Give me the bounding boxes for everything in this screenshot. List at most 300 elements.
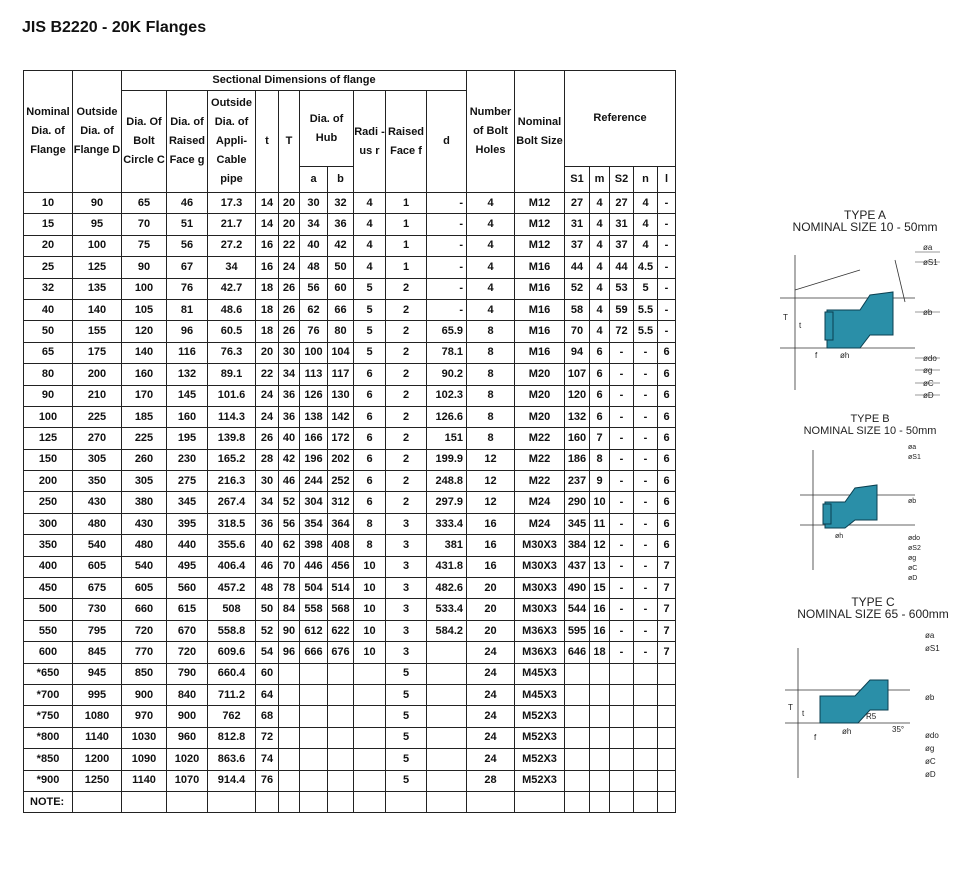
cell-nominal: 15	[24, 214, 73, 235]
cell-pipe-od: 34	[208, 257, 256, 278]
cell-radius: 4	[354, 235, 386, 256]
cell-l: 6	[658, 385, 676, 406]
cell-radius	[354, 706, 386, 727]
cell-hub-a: 30	[300, 193, 328, 214]
cell-outside: 140	[73, 299, 122, 320]
cell-t: 26	[256, 428, 279, 449]
cell-nominal: 550	[24, 620, 73, 641]
cell-s2: -	[610, 578, 634, 599]
cell-m: 12	[590, 535, 610, 556]
cell-bolt-size: M45X3	[515, 663, 565, 684]
cell-bolt-size: M16	[515, 278, 565, 299]
cell-s2: 44	[610, 257, 634, 278]
cell-pipe-od: 267.4	[208, 492, 256, 513]
cell-s1: 107	[565, 364, 590, 385]
cell-t: 72	[256, 727, 279, 748]
cell-bolt-size: M36X3	[515, 620, 565, 641]
cell-l	[658, 770, 676, 791]
cell-bolt-circle: 430	[122, 513, 167, 534]
cell-bolt-holes: 12	[467, 471, 515, 492]
cell-hub-a	[300, 706, 328, 727]
cell-d: 65.9	[427, 321, 467, 342]
cell-d: 78.1	[427, 342, 467, 363]
cell-m: 6	[590, 342, 610, 363]
cell-T: 52	[279, 492, 300, 513]
cell-s2: -	[610, 492, 634, 513]
cell-empty	[73, 791, 122, 812]
cell-l: 7	[658, 642, 676, 663]
table-row	[24, 364, 676, 385]
label-b-ob: øb	[908, 498, 917, 505]
cell-bolt-circle: 90	[122, 257, 167, 278]
cell-hub-a: 196	[300, 449, 328, 470]
cell-d: 381	[427, 535, 467, 556]
label-c-oa: øa	[925, 631, 935, 640]
cell-nominal: 125	[24, 428, 73, 449]
cell-T: 34	[279, 364, 300, 385]
cell-raised-face-dia: 1020	[167, 749, 208, 770]
cell-pipe-od: 914.4	[208, 770, 256, 791]
header-s1: S1	[565, 167, 590, 193]
cell-pipe-od: 89.1	[208, 364, 256, 385]
type-c-title	[785, 596, 961, 620]
cell-d: 482.6	[427, 578, 467, 599]
cell-radius: 10	[354, 620, 386, 641]
header-bolt-holes: Number of Bolt Holes	[467, 71, 515, 193]
cell-t: 36	[256, 513, 279, 534]
cell-s2: 72	[610, 321, 634, 342]
cell-hub-a: 166	[300, 428, 328, 449]
cell-n: -	[634, 364, 658, 385]
cell-s2: -	[610, 620, 634, 641]
cell-s1: 186	[565, 449, 590, 470]
cell-T: 78	[279, 578, 300, 599]
cell-m: 10	[590, 492, 610, 513]
cell-m: 18	[590, 642, 610, 663]
cell-bolt-size: M30X3	[515, 599, 565, 620]
table-row	[24, 770, 676, 791]
cell-hub-a: 138	[300, 406, 328, 427]
label-c-os1: øS1	[925, 644, 940, 653]
cell-s1: 44	[565, 257, 590, 278]
cell-hub-b: 622	[328, 620, 354, 641]
cell-hub-b: 202	[328, 449, 354, 470]
cell-s2: -	[610, 364, 634, 385]
cell-d	[427, 770, 467, 791]
cell-bolt-circle: 605	[122, 578, 167, 599]
cell-t: 40	[256, 535, 279, 556]
cell-pipe-od: 60.5	[208, 321, 256, 342]
header-radius: Radi -us r	[354, 91, 386, 193]
cell-t: 16	[256, 235, 279, 256]
cell-pipe-od: 660.4	[208, 663, 256, 684]
cell-s2	[610, 706, 634, 727]
cell-s1: 345	[565, 513, 590, 534]
cell-n: 4	[634, 214, 658, 235]
cell-t: 16	[256, 257, 279, 278]
cell-m: 11	[590, 513, 610, 534]
cell-nominal: 90	[24, 385, 73, 406]
cell-raised-face: 5	[386, 684, 427, 705]
cell-s1: 132	[565, 406, 590, 427]
cell-raised-face-dia: 670	[167, 620, 208, 641]
cell-t: 18	[256, 321, 279, 342]
cell-s1: 384	[565, 535, 590, 556]
cell-pipe-od: 42.7	[208, 278, 256, 299]
cell-radius: 6	[354, 364, 386, 385]
cell-bolt-holes: 4	[467, 278, 515, 299]
header-hub-a: a	[300, 167, 328, 193]
cell-bolt-size: M16	[515, 342, 565, 363]
cell-hub-b	[328, 749, 354, 770]
cell-bolt-holes: 24	[467, 663, 515, 684]
cell-raised-face: 3	[386, 578, 427, 599]
cell-bolt-holes: 24	[467, 727, 515, 748]
header-reference: Reference	[565, 71, 676, 167]
cell-s1: 544	[565, 599, 590, 620]
cell-raised-face: 2	[386, 385, 427, 406]
cell-s2: -	[610, 599, 634, 620]
cell-hub-b: 252	[328, 471, 354, 492]
cell-s2: -	[610, 385, 634, 406]
cell-pipe-od: 762	[208, 706, 256, 727]
cell-raised-face-dia: 96	[167, 321, 208, 342]
cell-bolt-size: M20	[515, 364, 565, 385]
cell-s1: 646	[565, 642, 590, 663]
cell-bolt-circle: 65	[122, 193, 167, 214]
cell-bolt-holes: 20	[467, 599, 515, 620]
cell-m	[590, 770, 610, 791]
header-raised-face: Raised Face f	[386, 91, 427, 193]
cell-bolt-circle: 1140	[122, 770, 167, 791]
cell-n: 5.5	[634, 321, 658, 342]
table-row	[24, 684, 676, 705]
cell-T	[279, 770, 300, 791]
cell-bolt-holes: 16	[467, 556, 515, 577]
cell-raised-face-dia: 960	[167, 727, 208, 748]
cell-empty	[256, 791, 279, 812]
label-c-r5: R5	[866, 712, 877, 721]
cell-raised-face-dia: 275	[167, 471, 208, 492]
cell-d: 333.4	[427, 513, 467, 534]
cell-bolt-size: M30X3	[515, 556, 565, 577]
cell-raised-face: 5	[386, 706, 427, 727]
label-c-ob: øb	[925, 693, 935, 702]
cell-t: 48	[256, 578, 279, 599]
cell-empty	[467, 791, 515, 812]
cell-empty	[167, 791, 208, 812]
cell-raised-face-dia: 145	[167, 385, 208, 406]
cell-d: -	[427, 278, 467, 299]
cell-bolt-circle: 660	[122, 599, 167, 620]
cell-nominal: *850	[24, 749, 73, 770]
cell-radius: 6	[354, 406, 386, 427]
cell-bolt-size: M22	[515, 449, 565, 470]
cell-m: 4	[590, 257, 610, 278]
cell-outside: 90	[73, 193, 122, 214]
cell-d: 533.4	[427, 599, 467, 620]
cell-bolt-holes: 24	[467, 749, 515, 770]
cell-bolt-holes: 8	[467, 428, 515, 449]
type-c-flange-drawing	[780, 628, 961, 798]
cell-raised-face: 2	[386, 406, 427, 427]
flange-dimensions-table	[23, 70, 676, 813]
cell-n: -	[634, 471, 658, 492]
cell-radius: 8	[354, 513, 386, 534]
cell-bolt-circle: 120	[122, 321, 167, 342]
cell-outside: 1140	[73, 727, 122, 748]
cell-bolt-circle: 75	[122, 235, 167, 256]
cell-t: 28	[256, 449, 279, 470]
cell-empty	[279, 791, 300, 812]
cell-n: -	[634, 342, 658, 363]
cell-outside: 1200	[73, 749, 122, 770]
cell-empty	[634, 791, 658, 812]
cell-s1	[565, 770, 590, 791]
table-row	[24, 193, 676, 214]
cell-d: 199.9	[427, 449, 467, 470]
table-row	[24, 663, 676, 684]
cell-raised-face-dia: 230	[167, 449, 208, 470]
header-s2: S2	[610, 167, 634, 193]
cell-bolt-size: M24	[515, 492, 565, 513]
label-b-os2: øS2	[908, 545, 921, 552]
cell-raised-face: 2	[386, 342, 427, 363]
cell-radius	[354, 727, 386, 748]
cell-raised-face-dia: 195	[167, 428, 208, 449]
header-raised-face-dia: Dia. of Raised Face g	[167, 91, 208, 193]
cell-hub-b: 130	[328, 385, 354, 406]
cell-bolt-size: M12	[515, 193, 565, 214]
label-c-oh: øh	[842, 727, 852, 736]
cell-bolt-circle: 970	[122, 706, 167, 727]
cell-l: 6	[658, 535, 676, 556]
cell-n: -	[634, 428, 658, 449]
cell-raised-face: 2	[386, 299, 427, 320]
cell-s1: 94	[565, 342, 590, 363]
cell-l: 7	[658, 599, 676, 620]
cell-radius: 5	[354, 278, 386, 299]
table-row	[24, 513, 676, 534]
label-c-35deg: 35°	[892, 725, 905, 734]
cell-hub-b: 60	[328, 278, 354, 299]
type-a-subtitle: NOMINAL SIZE 10 - 50mm	[792, 220, 938, 234]
cell-bolt-holes: 8	[467, 342, 515, 363]
cell-bolt-circle: 185	[122, 406, 167, 427]
cell-radius: 10	[354, 599, 386, 620]
label-a-os1: øS1	[923, 258, 938, 267]
cell-m	[590, 684, 610, 705]
cell-hub-a: 40	[300, 235, 328, 256]
cell-pipe-od: 508	[208, 599, 256, 620]
table-row	[24, 471, 676, 492]
cell-n: -	[634, 492, 658, 513]
cell-hub-a	[300, 727, 328, 748]
cell-s2: 31	[610, 214, 634, 235]
label-a-f: f	[815, 351, 818, 360]
cell-n: -	[634, 535, 658, 556]
cell-raised-face: 5	[386, 663, 427, 684]
cell-m: 13	[590, 556, 610, 577]
header-d: d	[427, 91, 467, 193]
cell-raised-face-dia: 560	[167, 578, 208, 599]
cell-s2: -	[610, 449, 634, 470]
cell-T: 84	[279, 599, 300, 620]
cell-T: 26	[279, 321, 300, 342]
cell-hub-b: 312	[328, 492, 354, 513]
cell-T: 22	[279, 235, 300, 256]
cell-hub-b: 36	[328, 214, 354, 235]
cell-s1: 595	[565, 620, 590, 641]
table-row	[24, 299, 676, 320]
cell-t: 22	[256, 364, 279, 385]
cell-d: 126.6	[427, 406, 467, 427]
cell-nominal: 20	[24, 235, 73, 256]
cell-t: 34	[256, 492, 279, 513]
cell-m	[590, 706, 610, 727]
cell-l: -	[658, 321, 676, 342]
cell-raised-face: 3	[386, 599, 427, 620]
cell-d: -	[427, 193, 467, 214]
cell-d: 102.3	[427, 385, 467, 406]
cell-m: 16	[590, 620, 610, 641]
type-b-subtitle: NOMINAL SIZE 10 - 50mm	[803, 425, 937, 437]
cell-hub-a	[300, 770, 328, 791]
cell-T: 96	[279, 642, 300, 663]
cell-d	[427, 706, 467, 727]
cell-pipe-od: 609.6	[208, 642, 256, 663]
cell-s1: 70	[565, 321, 590, 342]
cell-m: 4	[590, 214, 610, 235]
cell-hub-b: 568	[328, 599, 354, 620]
cell-radius: 4	[354, 214, 386, 235]
cell-m	[590, 663, 610, 684]
cell-l	[658, 749, 676, 770]
cell-hub-a: 76	[300, 321, 328, 342]
cell-bolt-size: M16	[515, 257, 565, 278]
cell-d: -	[427, 299, 467, 320]
cell-d: -	[427, 235, 467, 256]
cell-raised-face-dia: 76	[167, 278, 208, 299]
cell-nominal: 500	[24, 599, 73, 620]
header-outside-pipe: Outside Dia. of Appli- Cable pipe	[208, 91, 256, 193]
cell-radius: 6	[354, 471, 386, 492]
cell-raised-face: 2	[386, 449, 427, 470]
cell-nominal: 65	[24, 342, 73, 363]
cell-s2: 59	[610, 299, 634, 320]
cell-pipe-od: 76.3	[208, 342, 256, 363]
cell-t: 74	[256, 749, 279, 770]
cell-bolt-size: M22	[515, 471, 565, 492]
cell-raised-face: 2	[386, 364, 427, 385]
cell-m: 4	[590, 193, 610, 214]
cell-d: 584.2	[427, 620, 467, 641]
cell-bolt-size: M12	[515, 235, 565, 256]
cell-bolt-size: M20	[515, 385, 565, 406]
cell-s2: -	[610, 642, 634, 663]
cell-hub-b: 364	[328, 513, 354, 534]
cell-t: 76	[256, 770, 279, 791]
cell-bolt-size: M30X3	[515, 578, 565, 599]
cell-m	[590, 749, 610, 770]
cell-T	[279, 749, 300, 770]
cell-bolt-holes: 4	[467, 235, 515, 256]
header-l: l	[658, 167, 676, 193]
cell-bolt-holes: 24	[467, 706, 515, 727]
cell-nominal: 200	[24, 471, 73, 492]
cell-nominal: 350	[24, 535, 73, 556]
cell-hub-a: 100	[300, 342, 328, 363]
table-row	[24, 214, 676, 235]
cell-outside: 210	[73, 385, 122, 406]
cell-bolt-holes: 16	[467, 535, 515, 556]
cell-hub-b: 42	[328, 235, 354, 256]
cell-empty	[610, 791, 634, 812]
cell-radius: 6	[354, 492, 386, 513]
cell-d: 90.2	[427, 364, 467, 385]
label-a-oa: øa	[923, 243, 933, 252]
header-hub: Dia. of Hub	[300, 91, 354, 167]
cell-T: 46	[279, 471, 300, 492]
header-outside-dia: Outside Dia. of Flange D	[73, 71, 122, 193]
cell-m: 4	[590, 321, 610, 342]
cell-bolt-holes: 4	[467, 299, 515, 320]
cell-s2: -	[610, 342, 634, 363]
cell-T: 20	[279, 214, 300, 235]
cell-radius: 5	[354, 342, 386, 363]
cell-l: 6	[658, 342, 676, 363]
cell-nominal: 600	[24, 642, 73, 663]
cell-T: 90	[279, 620, 300, 641]
cell-outside: 155	[73, 321, 122, 342]
cell-raised-face: 5	[386, 749, 427, 770]
cell-raised-face-dia: 116	[167, 342, 208, 363]
label-c-odo: ødo	[925, 731, 939, 740]
cell-empty	[122, 791, 167, 812]
cell-outside: 845	[73, 642, 122, 663]
cell-s1: 120	[565, 385, 590, 406]
cell-bolt-size: M52X3	[515, 770, 565, 791]
cell-radius: 10	[354, 556, 386, 577]
table-row	[24, 706, 676, 727]
cell-radius: 5	[354, 299, 386, 320]
cell-n: 4	[634, 235, 658, 256]
cell-radius: 4	[354, 193, 386, 214]
cell-d	[427, 642, 467, 663]
cell-hub-b	[328, 727, 354, 748]
cell-outside: 605	[73, 556, 122, 577]
cell-pipe-od: 101.6	[208, 385, 256, 406]
cell-t: 18	[256, 299, 279, 320]
cell-s1	[565, 706, 590, 727]
cell-raised-face-dia: 495	[167, 556, 208, 577]
cell-bolt-size: M24	[515, 513, 565, 534]
table-row	[24, 406, 676, 427]
cell-T: 30	[279, 342, 300, 363]
header-bolt-size: Nominal Bolt Size	[515, 71, 565, 193]
cell-nominal: 300	[24, 513, 73, 534]
cell-d	[427, 749, 467, 770]
cell-nominal: 250	[24, 492, 73, 513]
cell-hub-a: 244	[300, 471, 328, 492]
cell-pipe-od: 711.2	[208, 684, 256, 705]
table-row	[24, 599, 676, 620]
cell-hub-b	[328, 770, 354, 791]
cell-hub-a: 62	[300, 299, 328, 320]
cell-raised-face-dia: 615	[167, 599, 208, 620]
cell-hub-b: 104	[328, 342, 354, 363]
cell-bolt-circle: 160	[122, 364, 167, 385]
